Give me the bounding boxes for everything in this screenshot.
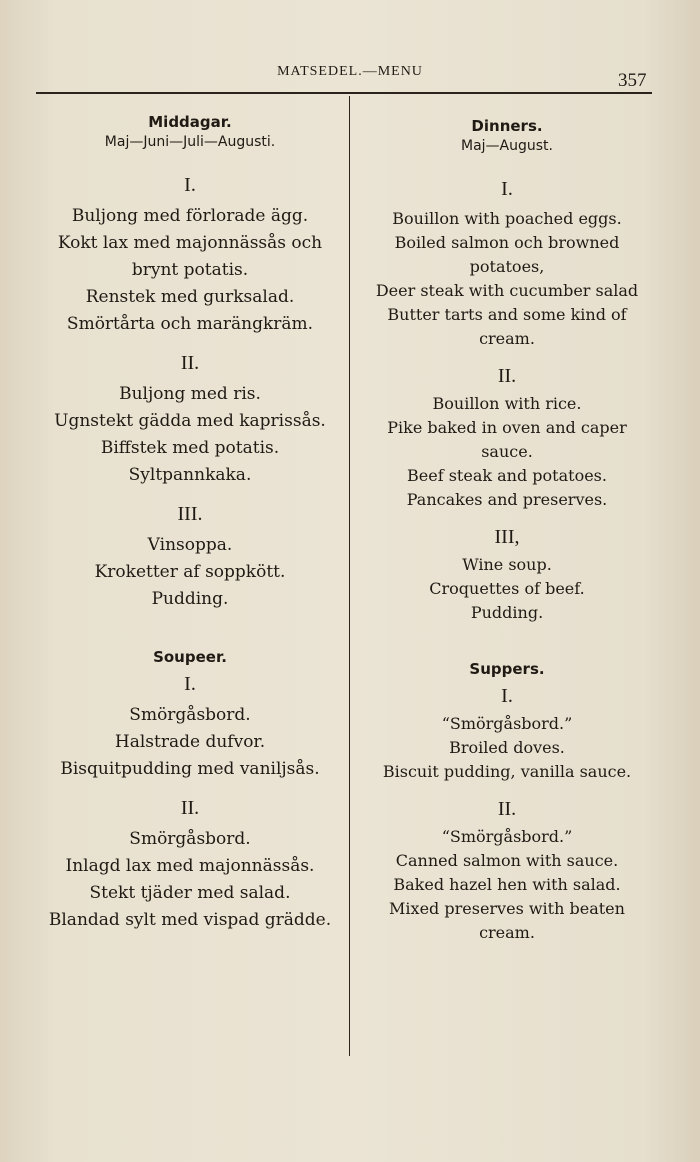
menu-item: Biffstek med potatis. bbox=[100, 438, 280, 458]
menu-numeral: II. bbox=[180, 352, 200, 374]
menu-numeral: II. bbox=[180, 797, 200, 819]
menu-numeral: III, bbox=[494, 526, 520, 548]
menu-item: Baked hazel hen with salad. bbox=[393, 875, 621, 894]
menu-item: Renstek med gurksalad. bbox=[85, 287, 295, 307]
menu-item: Biscuit pudding, vanilla sauce. bbox=[382, 762, 632, 781]
dinners-heading-sv: Middagar. bbox=[148, 113, 232, 131]
swedish-column bbox=[30, 112, 350, 934]
menu-item: Inlagd lax med majonnässås. bbox=[65, 856, 315, 876]
suppers-heading-sv: Soupeer. bbox=[153, 648, 227, 666]
menu-item: Smörgåsbord. bbox=[129, 829, 251, 849]
menu-item: potatoes, bbox=[469, 257, 545, 276]
menu-numeral: II. bbox=[497, 365, 517, 387]
menu-item: Smörtårta och marängkräm. bbox=[66, 314, 314, 334]
menu-numeral: I. bbox=[501, 178, 513, 200]
running-header: MATSEDEL.—MENU bbox=[277, 64, 423, 79]
menu-item: Bouillon with rice. bbox=[432, 394, 582, 413]
dinners-subheading-en: Maj—August. bbox=[461, 138, 553, 154]
dinners-heading-en: Dinners. bbox=[471, 117, 543, 135]
menu-item: Ugnstekt gädda med kaprissås. bbox=[54, 411, 326, 431]
menu-item: Stekt tjäder med salad. bbox=[89, 883, 291, 903]
menu-item: Syltpannkaka. bbox=[128, 465, 252, 485]
menu-item: Wine soup. bbox=[462, 555, 552, 574]
menu-item: Bouillon with poached eggs. bbox=[392, 209, 622, 228]
menu-item: Pudding. bbox=[151, 589, 229, 609]
menu-item: “Smörgåsbord.” bbox=[441, 714, 573, 733]
page-number: 357 bbox=[618, 70, 647, 91]
menu-item: Pancakes and preserves. bbox=[406, 490, 608, 509]
menu-item: Pike baked in oven and caper bbox=[387, 418, 627, 437]
menu-item: Broiled doves. bbox=[449, 738, 565, 757]
menu-item: Blandad sylt med vispad grädde. bbox=[48, 910, 332, 930]
menu-item: cream. bbox=[479, 329, 535, 348]
menu-item: Buljong med förlorade ägg. bbox=[71, 206, 309, 226]
menu-numeral: II. bbox=[497, 798, 517, 820]
dinners-subheading-sv: Maj—Juni—Juli—Augusti. bbox=[104, 134, 276, 150]
menu-item: “Smörgåsbord.” bbox=[441, 827, 573, 846]
menu-item: cream. bbox=[479, 923, 535, 942]
menu-item: Deer steak with cucumber salad bbox=[375, 281, 639, 300]
menu-item: Canned salmon with sauce. bbox=[395, 851, 619, 870]
menu-item: Vinsoppa. bbox=[147, 535, 233, 555]
menu-item: brynt potatis. bbox=[131, 260, 249, 280]
menu-item: sauce. bbox=[481, 442, 533, 461]
menu-numeral: III. bbox=[177, 503, 203, 525]
header-rule bbox=[36, 92, 652, 94]
menu-item: Beef steak and potatoes. bbox=[407, 466, 607, 485]
menu-item: Kokt lax med majonnässås och bbox=[57, 233, 323, 253]
menu-numeral: I. bbox=[501, 685, 513, 707]
english-column bbox=[354, 116, 660, 945]
menu-numeral: I. bbox=[184, 174, 196, 196]
menu-item: Smörgåsbord. bbox=[129, 705, 251, 725]
menu-item: Pudding. bbox=[470, 603, 544, 622]
suppers-heading-en: Suppers. bbox=[469, 660, 545, 678]
menu-item: Halstrade dufvor. bbox=[114, 732, 266, 752]
menu-item: Butter tarts and some kind of bbox=[387, 305, 627, 324]
menu-item: Croquettes of beef. bbox=[429, 579, 585, 598]
menu-item: Boiled salmon och browned bbox=[394, 233, 620, 252]
menu-item: Mixed preserves with beaten bbox=[389, 899, 625, 918]
menu-item: Buljong med ris. bbox=[119, 384, 261, 404]
menu-numeral: I. bbox=[184, 673, 196, 695]
menu-item: Bisquitpudding med vaniljsås. bbox=[60, 759, 320, 779]
menu-item: Kroketter af soppkött. bbox=[94, 562, 286, 582]
